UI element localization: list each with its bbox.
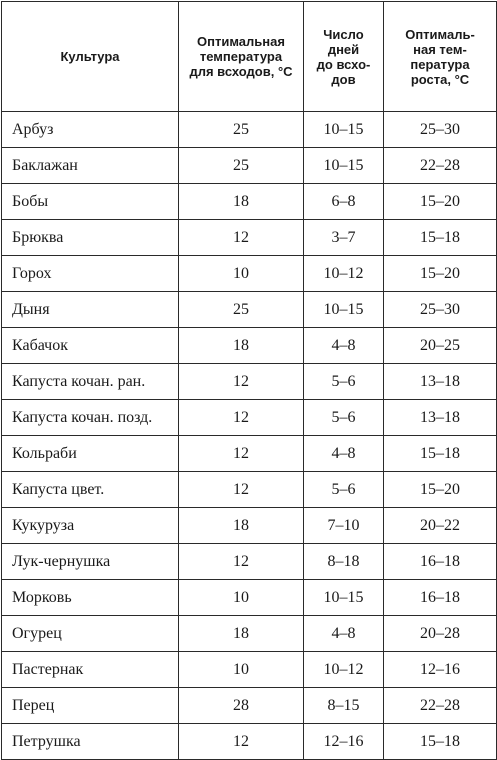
- days-to-sprout-cell: 12–16: [304, 724, 384, 760]
- table-row: [2, 112, 497, 148]
- days-to-sprout-cell: 8–15: [304, 688, 384, 724]
- days-to-sprout-cell: 7–10: [304, 508, 384, 544]
- header-crop: Культура: [2, 2, 179, 112]
- days-to-sprout-cell: 4–8: [304, 616, 384, 652]
- growth-temp-cell: 15–20: [384, 256, 497, 292]
- crop-name-cell: Огурец: [2, 616, 179, 652]
- crop-name-cell: Лук-чернушка: [2, 544, 179, 580]
- header-growth-temp: Оптималь- ная тем- пература роста, °С: [384, 2, 497, 112]
- table-row: [2, 472, 497, 508]
- days-to-sprout-cell: 10–15: [304, 292, 384, 328]
- days-to-sprout-cell: 8–18: [304, 544, 384, 580]
- table-row: [2, 436, 497, 472]
- growth-temp-cell: 20–25: [384, 328, 497, 364]
- crop-name-cell: Кабачок: [2, 328, 179, 364]
- days-to-sprout-cell: 4–8: [304, 328, 384, 364]
- germination-temp-cell: 10: [179, 580, 304, 616]
- crop-name-cell: Горох: [2, 256, 179, 292]
- table-row: [2, 364, 497, 400]
- germination-temp-cell: 18: [179, 328, 304, 364]
- crop-name-cell: Капуста кочан. позд.: [2, 400, 179, 436]
- crop-name-cell: Морковь: [2, 580, 179, 616]
- days-to-sprout-cell: 5–6: [304, 364, 384, 400]
- crop-name-cell: Перец: [2, 688, 179, 724]
- days-to-sprout-cell: 3–7: [304, 220, 384, 256]
- days-to-sprout-cell: 10–12: [304, 256, 384, 292]
- germination-temp-cell: 18: [179, 508, 304, 544]
- crop-name-cell: Дыня: [2, 292, 179, 328]
- crop-name-cell: Брюква: [2, 220, 179, 256]
- crop-name-cell: Бобы: [2, 184, 179, 220]
- germination-temp-cell: 25: [179, 292, 304, 328]
- growth-temp-cell: 25–30: [384, 292, 497, 328]
- table-row: [2, 652, 497, 688]
- table-row: [2, 544, 497, 580]
- days-to-sprout-cell: 10–15: [304, 580, 384, 616]
- growth-temp-cell: 22–28: [384, 148, 497, 184]
- growth-temp-cell: 12–16: [384, 652, 497, 688]
- germination-temp-cell: 12: [179, 220, 304, 256]
- crop-name-cell: Баклажан: [2, 148, 179, 184]
- growth-temp-cell: 20–22: [384, 508, 497, 544]
- crop-name-cell: Капуста цвет.: [2, 472, 179, 508]
- days-to-sprout-cell: 10–15: [304, 112, 384, 148]
- growth-temp-cell: 15–18: [384, 220, 497, 256]
- days-to-sprout-cell: 6–8: [304, 184, 384, 220]
- germination-temp-cell: 18: [179, 616, 304, 652]
- table-row: [2, 328, 497, 364]
- germination-temp-cell: 18: [179, 184, 304, 220]
- table-row: [2, 256, 497, 292]
- growth-temp-cell: 15–20: [384, 184, 497, 220]
- table-row: [2, 292, 497, 328]
- germination-temp-cell: 12: [179, 436, 304, 472]
- crop-name-cell: Кукуруза: [2, 508, 179, 544]
- table-body: [2, 112, 497, 760]
- germination-temp-cell: 12: [179, 544, 304, 580]
- crop-name-cell: Кольраби: [2, 436, 179, 472]
- days-to-sprout-cell: 10–12: [304, 652, 384, 688]
- growth-temp-cell: 13–18: [384, 400, 497, 436]
- table-row: [2, 148, 497, 184]
- growth-temp-cell: 16–18: [384, 544, 497, 580]
- germination-temp-cell: 12: [179, 724, 304, 760]
- days-to-sprout-cell: 5–6: [304, 472, 384, 508]
- germination-temp-cell: 10: [179, 652, 304, 688]
- growth-temp-cell: 13–18: [384, 364, 497, 400]
- growth-temp-cell: 22–28: [384, 688, 497, 724]
- germination-temp-cell: 25: [179, 112, 304, 148]
- header-row: [2, 2, 497, 112]
- growth-temp-cell: 15–20: [384, 472, 497, 508]
- header-germination-temp: Оптимальная температура для всходов, °С: [179, 2, 304, 112]
- table-row: [2, 220, 497, 256]
- crop-name-cell: Арбуз: [2, 112, 179, 148]
- crop-name-cell: Капуста кочан. ран.: [2, 364, 179, 400]
- crop-name-cell: Пастернак: [2, 652, 179, 688]
- germination-temp-cell: 12: [179, 472, 304, 508]
- days-to-sprout-cell: 4–8: [304, 436, 384, 472]
- table-row: [2, 724, 497, 760]
- table-row: [2, 688, 497, 724]
- days-to-sprout-cell: 10–15: [304, 148, 384, 184]
- header-days-to-sprout: Число дней до всхо- дов: [304, 2, 384, 112]
- table-row: [2, 616, 497, 652]
- germination-temp-cell: 12: [179, 364, 304, 400]
- table-row: [2, 580, 497, 616]
- growth-temp-cell: 20–28: [384, 616, 497, 652]
- germination-temp-cell: 28: [179, 688, 304, 724]
- table-header: [2, 2, 497, 112]
- germination-temp-cell: 12: [179, 400, 304, 436]
- crop-germination-table: [1, 1, 497, 760]
- table-row: [2, 400, 497, 436]
- table-row: [2, 184, 497, 220]
- growth-temp-cell: 15–18: [384, 436, 497, 472]
- germination-temp-cell: 25: [179, 148, 304, 184]
- growth-temp-cell: 25–30: [384, 112, 497, 148]
- germination-temp-cell: 10: [179, 256, 304, 292]
- table-row: [2, 508, 497, 544]
- crop-name-cell: Петрушка: [2, 724, 179, 760]
- days-to-sprout-cell: 5–6: [304, 400, 384, 436]
- growth-temp-cell: 16–18: [384, 580, 497, 616]
- growth-temp-cell: 15–18: [384, 724, 497, 760]
